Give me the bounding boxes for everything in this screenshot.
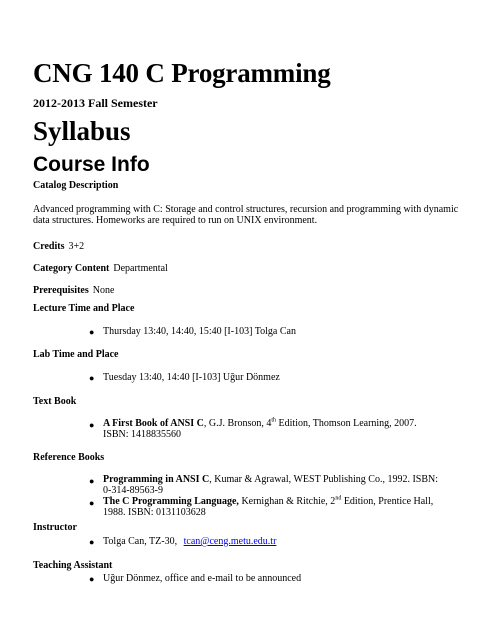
category-row <box>33 258 168 276</box>
bullet-icon: ● <box>89 327 95 337</box>
category-value: Departmental <box>113 263 168 274</box>
bullet-icon: ● <box>89 476 95 486</box>
semester: 2012-2013 Fall Semester <box>33 96 158 110</box>
reference-book1-title: Programming in ANSI C <box>103 474 210 485</box>
instructor-label: Instructor <box>33 522 77 533</box>
bullet-icon: ● <box>89 420 95 430</box>
prerequisites-label: Prerequisites <box>33 285 89 296</box>
credits-row <box>33 236 84 254</box>
textbook-label: Text Book <box>33 396 77 407</box>
lab-label: Lab Time and Place <box>33 349 119 360</box>
reference-label: Reference Books <box>33 452 105 463</box>
lecture-item: Thursday 13:40, 14:40, 15:40 [I-103] Tolga Can <box>103 326 296 337</box>
credits-value: 3+2 <box>68 241 85 252</box>
bullet-icon: ● <box>89 574 95 584</box>
prerequisites-row <box>33 280 114 298</box>
reference-item-2: The C Programming Language, Kernighan & Ritchie, 2nd Edition, Prentice Hall, 1988. ISBN: 0131103628 <box>103 495 434 518</box>
prerequisites-value: None <box>92 285 115 296</box>
course-title: CNG 140 C Programming <box>33 58 331 88</box>
bullet-icon: ● <box>89 498 95 508</box>
textbook-isbn: ISBN: 1418835560 <box>103 429 182 440</box>
instructor-email-link[interactable]: tcan@ceng.metu.edu.tr <box>183 536 277 547</box>
reference-book2-title: The C Programming Language, <box>103 496 239 507</box>
category-label: Category Content <box>33 263 110 274</box>
textbook-item: A First Book of ANSI C, G.J. Bronson, 4th Edition, Thomson Learning, 2007. ISBN: 1418835560 <box>103 417 417 440</box>
bullet-icon: ● <box>89 373 95 383</box>
bullet-icon: ● <box>89 537 95 547</box>
credits-label: Credits <box>33 241 65 252</box>
catalog-label: Catalog Description <box>33 180 119 191</box>
assistant-item: Uğur Dönmez, office and e-mail to be announced <box>103 573 302 584</box>
textbook-title: A First Book of ANSI C <box>103 418 204 429</box>
instructor-name: Tolga Can, TZ-30, <box>103 536 178 547</box>
lab-item: Tuesday 13:40, 14:40 [I-103] Uğur Dönmez <box>103 372 280 383</box>
reference-item-1: Programming in ANSI C, Kumar & Agrawal, WEST Publishing Co., 1992. ISBN: 0-314-89563-9 <box>103 474 439 496</box>
course-info-heading: Course Info <box>33 153 150 176</box>
instructor-item <box>103 536 276 547</box>
catalog-text: Advanced programming with C: Storage and control structures, recursion and programming with dynamic data structures. Homeworks are required to run on UNIX environment. <box>33 204 459 226</box>
syllabus-heading: Syllabus <box>33 116 131 146</box>
assistant-label: Teaching Assistant <box>33 560 113 571</box>
lecture-label: Lecture Time and Place <box>33 303 135 314</box>
